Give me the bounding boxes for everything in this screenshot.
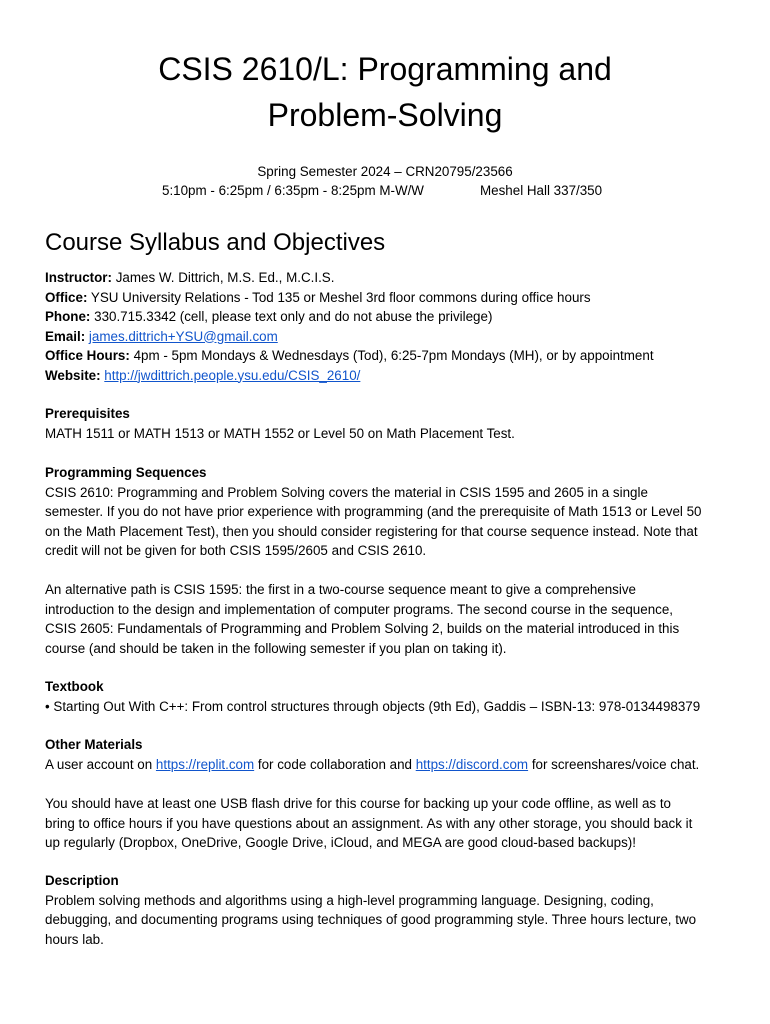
paragraph-line: credit will not be given for both CSIS 1595/2605 and CSIS 2610. <box>45 543 427 558</box>
paragraph-line: An alternative path is CSIS 1595: the first in a two-course sequence meant to give a comprehensive <box>45 582 636 597</box>
course-title <box>0 46 770 138</box>
phone-value: 330.715.3342 (cell, please text only and do not abuse the privilege) <box>94 309 493 324</box>
paragraph-line: course (and should be taken in the following semester if you plan on taking it). <box>45 640 507 656</box>
office-label: Office: <box>45 289 88 305</box>
instructor-value: James W. Dittrich, M.S. Ed., M.C.I.S. <box>115 270 335 285</box>
office-row <box>45 288 735 308</box>
schedule-info <box>162 182 603 200</box>
class-room: Meshel Hall 337/350 <box>480 183 603 198</box>
prerequisites-section <box>45 404 735 443</box>
other-materials-text-c: for screenshares/voice chat. <box>528 756 700 772</box>
email-row <box>45 327 735 347</box>
section-heading-syllabus: Course Syllabus and Objectives <box>45 229 386 256</box>
paragraph-line: semester. If you do not have prior experience with programming (and the prerequisite of Math 1513 or Level 50 <box>45 504 702 519</box>
office-hours-label: Office Hours: <box>45 348 130 363</box>
alternative-path-paragraph <box>45 580 735 658</box>
paragraph-line: bring to office hours if you have questions about an assignment. As with any other storage, you should back it <box>45 815 693 831</box>
other-materials-text-a: A user account on <box>45 756 156 772</box>
instructor-info <box>45 268 735 385</box>
textbook-item: • Starting Out With C++: From control structures through objects (9th Ed), Gaddis – ISBN-13: 978-0134498379 <box>45 698 701 714</box>
instructor-row <box>45 268 735 288</box>
paragraph-line: Problem solving methods and algorithms using a high-level programming language. Designing, coding, <box>45 892 654 908</box>
other-materials-heading: Other Materials <box>45 737 143 752</box>
paragraph-line: debugging, and documenting programs using techniques of good programming style. Three hours lecture, two <box>45 912 697 927</box>
programming-sequences-heading: Programming Sequences <box>45 465 207 480</box>
paragraph-line: You should have at least one USB flash drive for this course for backing up your code offline, as well as to <box>45 796 672 811</box>
office-hours-value: 4pm - 5pm Mondays & Wednesdays (Tod), 6:25-7pm Mondays (MH), or by appointment <box>133 348 654 363</box>
website-label: Website: <box>45 367 101 383</box>
paragraph-line: up regularly (Dropbox, OneDrive, Google Drive, iCloud, and MEGA are good cloud-based backups)! <box>45 835 636 850</box>
paragraph-line: on the Math Placement Test), then you should consider registering for that course sequence instead. Note that <box>45 523 698 539</box>
website-row <box>45 366 735 386</box>
course-title-line-2: Problem-Solving <box>267 97 503 133</box>
description-heading: Description <box>45 873 119 888</box>
description-section <box>45 871 735 949</box>
other-materials-text-b: for code collaboration and <box>254 756 416 772</box>
semester-info: Spring Semester 2024 – CRN20795/23566 <box>257 164 513 179</box>
paragraph-line: CSIS 2605: Fundamentals of Programming and Problem Solving 2, builds on the material introduced in this <box>45 621 680 636</box>
paragraph-line: introduction to the design and implementation of computer programs. The second course in the sequence, <box>45 601 673 617</box>
replit-link[interactable]: https://replit.com <box>155 756 255 772</box>
other-materials-section <box>45 735 735 774</box>
office-value: YSU University Relations - Tod 135 or Meshel 3rd floor commons during office hours <box>90 289 591 305</box>
office-hours-row <box>45 346 735 366</box>
discord-link[interactable]: https://discord.com <box>415 756 529 772</box>
class-times: 5:10pm - 6:25pm / 6:35pm - 8:25pm M-W/W <box>162 183 424 198</box>
paragraph-line: hours lab. <box>45 931 104 947</box>
textbook-section <box>45 677 735 716</box>
other-materials-text <box>45 755 735 775</box>
website-link[interactable]: http://jwdittrich.people.ysu.edu/CSIS_2610/ <box>104 367 361 383</box>
usb-paragraph <box>45 794 735 853</box>
email-link[interactable]: james.dittrich+YSU@gmail.com <box>88 328 278 344</box>
phone-row <box>45 307 735 327</box>
course-title-line-1: CSIS 2610/L: Programming and <box>158 51 612 87</box>
phone-label: Phone: <box>45 309 91 324</box>
paragraph-line: CSIS 2610: Programming and Problem Solving covers the material in CSIS 1595 and 2605 in a single <box>45 484 648 500</box>
email-label: Email: <box>45 328 86 344</box>
textbook-heading: Textbook <box>45 679 104 694</box>
prerequisites-text: MATH 1511 or MATH 1513 or MATH 1552 or Level 50 on Math Placement Test. <box>45 425 515 441</box>
prerequisites-heading: Prerequisites <box>45 406 130 421</box>
programming-sequences-section <box>45 463 735 561</box>
instructor-label: Instructor: <box>45 270 112 285</box>
